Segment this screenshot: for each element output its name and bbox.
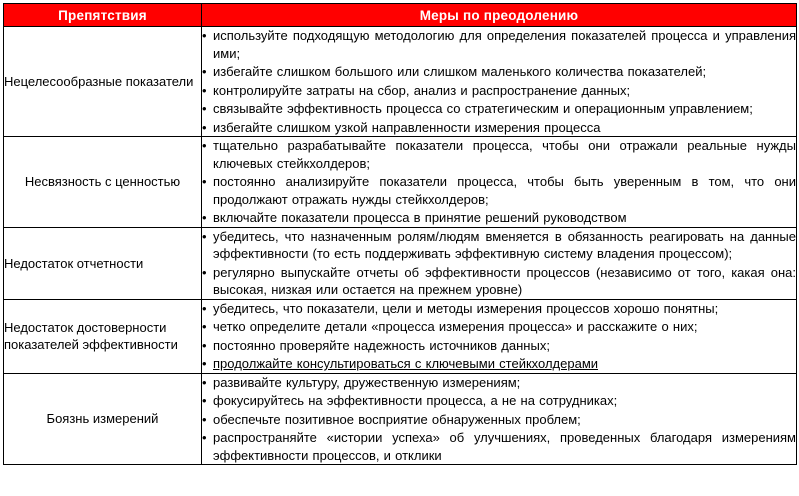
measures-cell xyxy=(202,227,797,299)
list-item: • используйте подходящую методологию для определения показателей процесса и управления ими; xyxy=(202,27,796,62)
measures-list xyxy=(202,137,796,227)
table-row xyxy=(4,137,797,228)
list-item: • тщательно разрабатывайте показатели процесса, чтобы они отражали реальные нужды ключевых стейкхолдеров; xyxy=(202,137,796,172)
list-item: • обеспечьте позитивное восприятие обнаруженных проблем; xyxy=(202,411,796,429)
list-item: • убедитесь, что показатели, цели и методы измерения процессов хорошо понятны; xyxy=(202,300,796,318)
list-item: • постоянно проверяйте надежность источников данных; xyxy=(202,337,796,355)
list-item: • связывайте эффективность процесса со стратегическим и операционным управлением; xyxy=(202,100,796,118)
list-item: • убедитесь, что назначенным ролям/людям вменяется в обязанность реагировать на данные эффективности (то есть поддерживать эффективную систему владения процессом); xyxy=(202,228,796,263)
list-item: • контролируйте затраты на сбор, анализ и распространение данных; xyxy=(202,82,796,100)
measures-cell xyxy=(202,137,797,228)
table-row xyxy=(4,27,797,137)
obstacle-cell: Недостаток достоверности показателей эффективности xyxy=(4,299,202,373)
table-body xyxy=(4,27,797,465)
table-row xyxy=(4,373,797,465)
column-header-obstacles: Препятствия xyxy=(4,4,202,27)
measures-list xyxy=(202,228,796,299)
table-header-row xyxy=(4,4,797,27)
measures-list xyxy=(202,374,796,465)
list-item: • четко определите детали «процесса измерения процесса» и расскажите о них; xyxy=(202,318,796,336)
list-item: • развивайте культуру, дружественную измерениям; xyxy=(202,374,796,392)
obstacle-cell: Недостаток отчетности xyxy=(4,227,202,299)
list-item: • избегайте слишком узкой направленности измерения процесса xyxy=(202,119,796,137)
measures-cell xyxy=(202,27,797,137)
measures-list xyxy=(202,300,796,373)
measures-cell xyxy=(202,299,797,373)
list-item: • постоянно анализируйте показатели процесса, чтобы быть уверенным в том, что они продолжают отражать нужды стейкхолдеров; xyxy=(202,173,796,208)
obstacle-cell: Нецелесообразные показатели xyxy=(4,27,202,137)
table-head xyxy=(4,4,797,27)
list-item: • регулярно выпускайте отчеты об эффективности процессов (независимо от того, какая она: высокая, низкая или остается на прежнем уровне) xyxy=(202,264,796,299)
table-row xyxy=(4,299,797,373)
measures-cell xyxy=(202,373,797,465)
list-item: • включайте показатели процесса в принятие решений руководством xyxy=(202,209,796,227)
column-header-measures: Меры по преодолению xyxy=(202,4,797,27)
table-row xyxy=(4,227,797,299)
list-item: • фокусируйтесь на эффективности процесса, а не на сотрудниках; xyxy=(202,392,796,410)
obstacle-cell: Несвязность с ценностью xyxy=(4,137,202,228)
list-item: • распространяйте «истории успеха» об улучшениях, проведенных благодаря измерениям эффективности процессов, и отклики xyxy=(202,429,796,464)
list-item: • избегайте слишком большого или слишком маленького количества показателей; xyxy=(202,63,796,81)
obstacles-measures-table xyxy=(3,3,797,465)
measures-list xyxy=(202,27,796,136)
list-item: • продолжайте консультироваться с ключевыми стейкхолдерами xyxy=(202,355,796,373)
obstacle-cell: Боязнь измерений xyxy=(4,373,202,465)
